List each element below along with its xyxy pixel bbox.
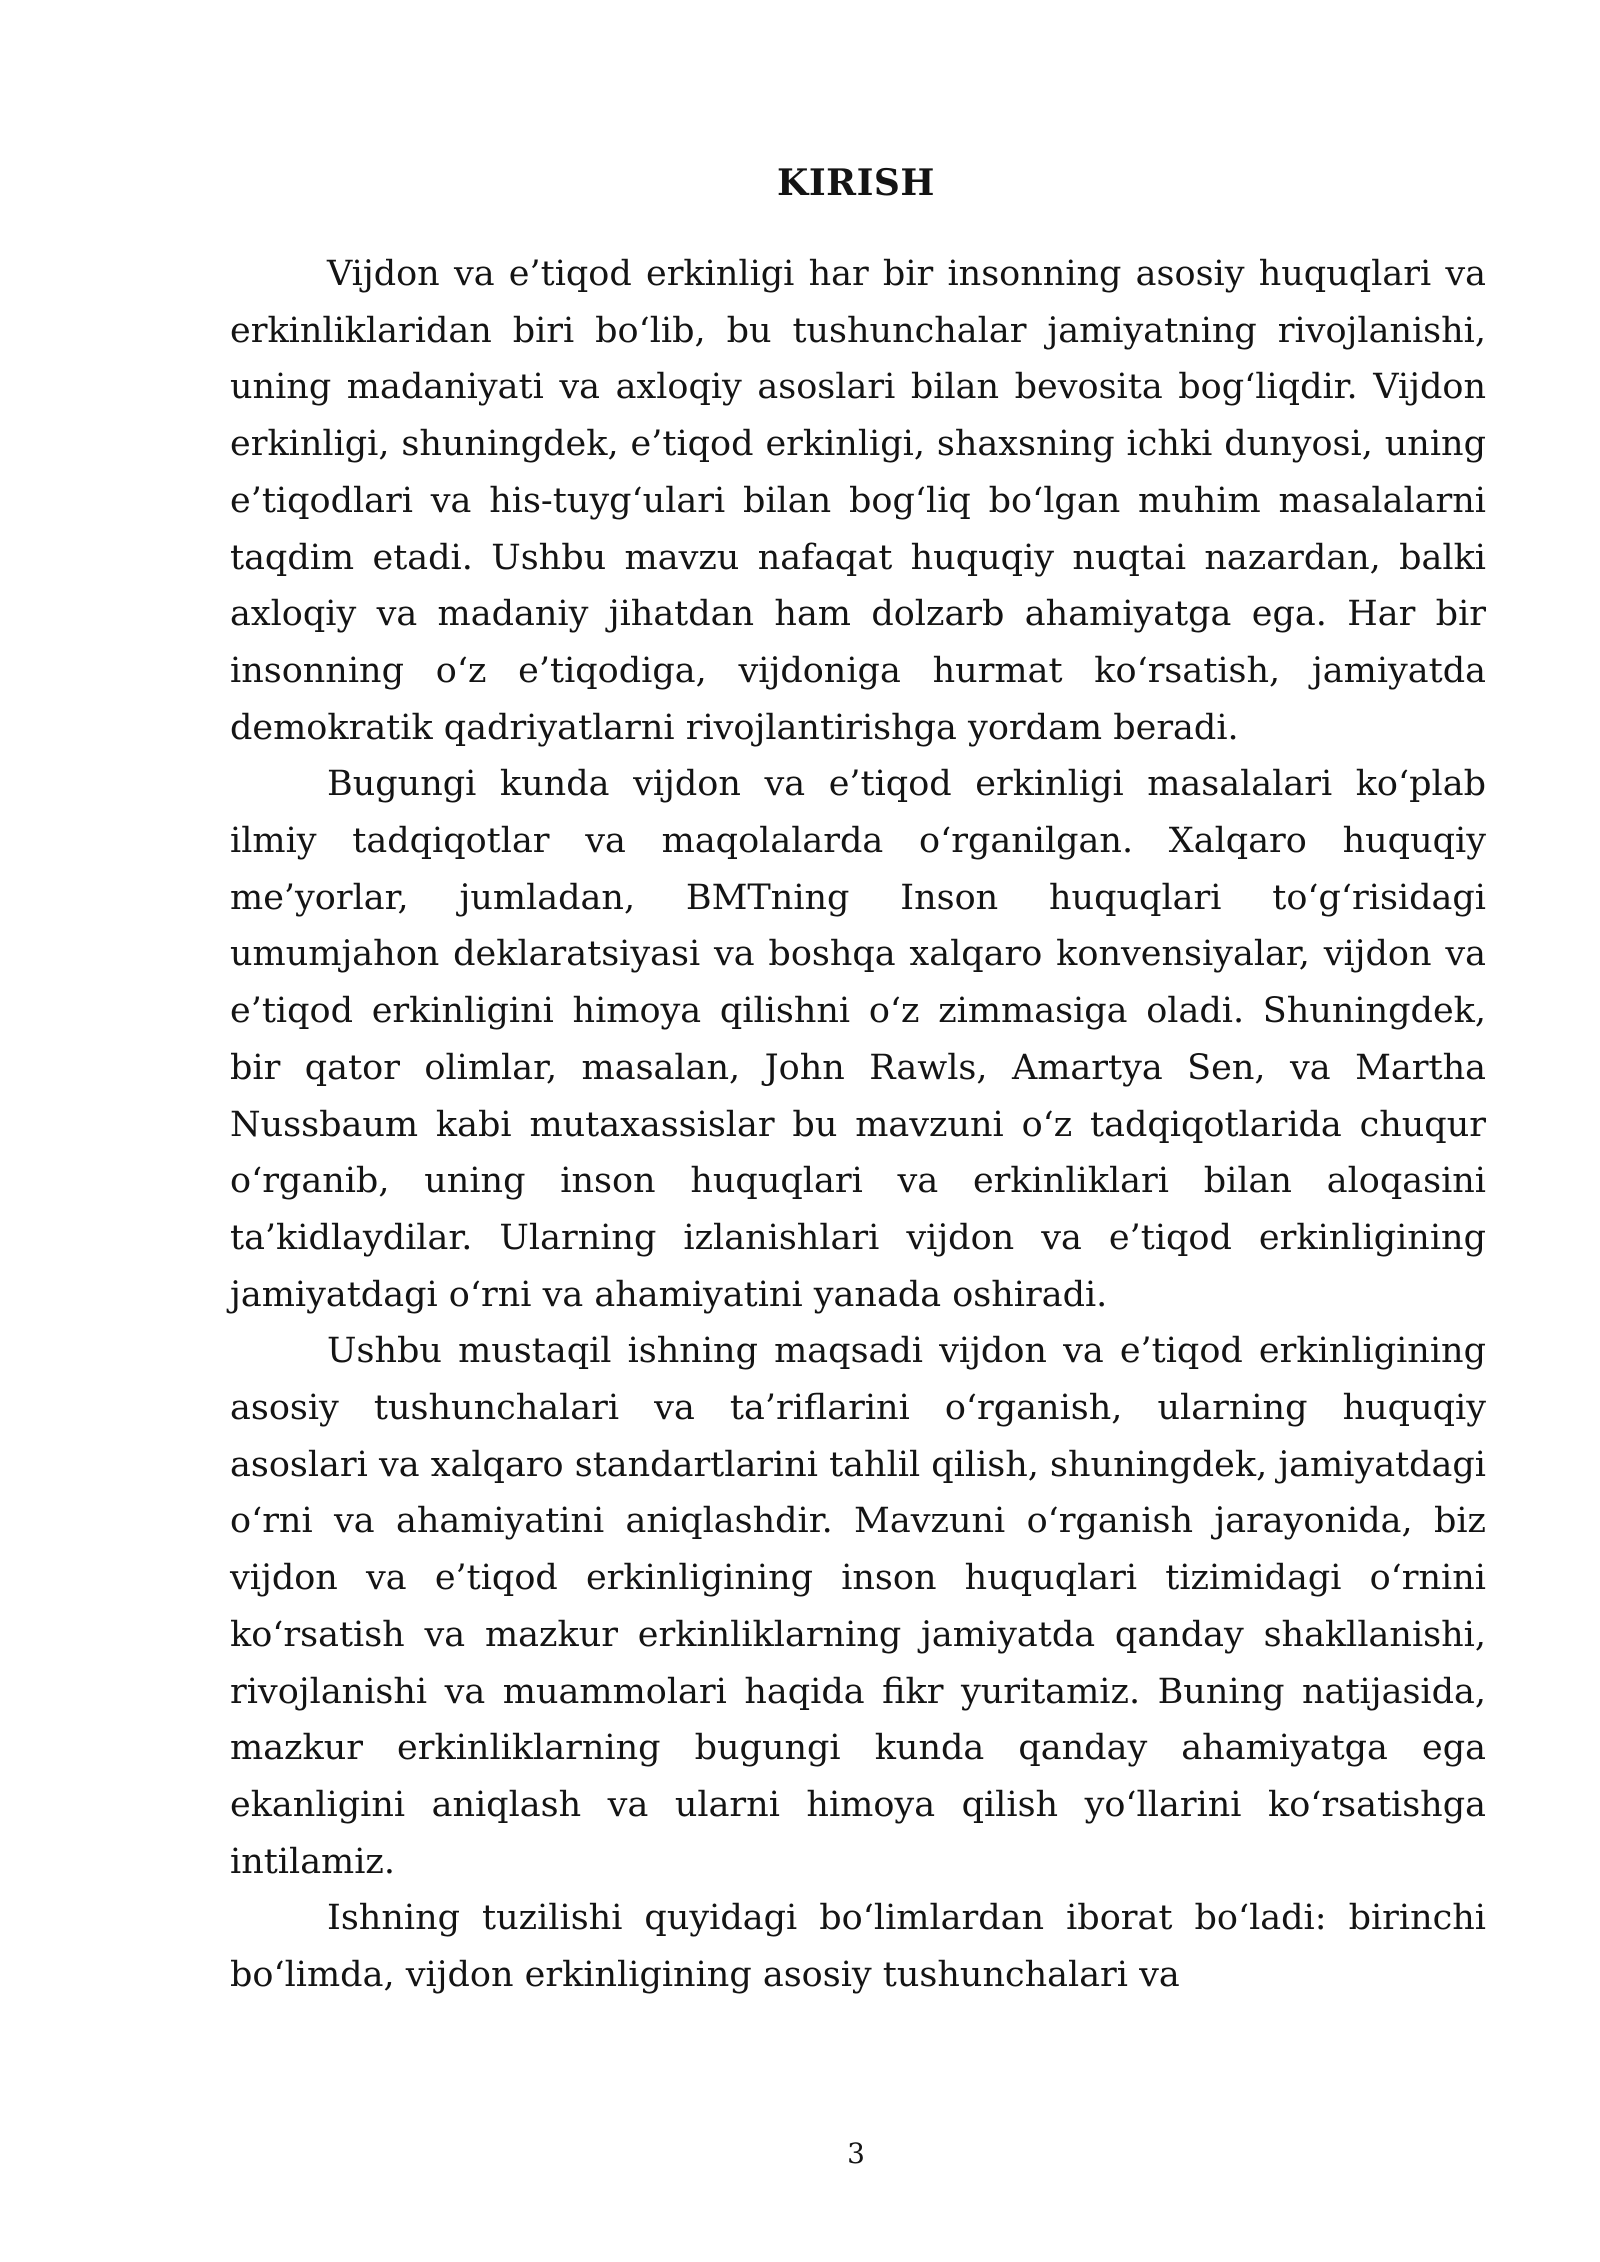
paragraph-1: Vijdon va e’tiqod erkinligi har bir insonning asosiy huquqlari va erkinliklaridan biri boʻlib, bu tushunchalar jamiyatning rivojlanishi, uning madaniyati va axloqiy asoslari bilan bevosita bogʻliqdir. Vijdon erkinligi, shuningdek, e’tiqod erkinligi, shaxsning ichki dunyosi, uning e’tiqodlari va his-tuygʻulari bilan bogʻliq boʻlgan muhim masalalarni taqdim etadi. Ushbu mavzu nafaqat huquqiy nuqtai nazardan, balki axloqiy va madaniy jihatdan ham dolzarb ahamiyatga ega. Har bir insonning oʻz e’tiqodiga, vijdoniga hurmat koʻrsatish, jamiyatda demokratik qadriyatlarni rivojlantirishga yordam beradi. [230,254,1486,748]
paragraph-3: Ushbu mustaqil ishning maqsadi vijdon va e’tiqod erkinligining asosiy tushunchalari va ta’riflarini oʻrganish, ularning huquqiy asoslari va xalqaro standartlarini tahlil qilish, shuningdek, jamiyatdagi oʻrni va ahamiyatini aniqlashdir. Mavzuni oʻrganish jarayonida, biz vijdon va e’tiqod erkinligining inson huquqlari tizimidagi oʻrnini koʻrsatish va mazkur erkinliklarning jamiyatda qanday shakllanishi, rivojlanishi va muammolari haqida fikr yuritamiz. Buning natijasida, mazkur erkinliklarning bugungi kunda qanday ahamiyatga ega ekanligini aniqlash va ularni himoya qilish yoʻllarini koʻrsatishga intilamiz. [230,1331,1486,1882]
paragraph-2: Bugungi kunda vijdon va e’tiqod erkinligi masalalari koʻplab ilmiy tadqiqotlar va maqolalarda oʻrganilgan. Xalqaro huquqiy me’yorlar, jumladan, BMTning Inson huquqlari toʻgʻrisidagi umumjahon deklaratsiyasi va boshqa xalqaro konvensiyalar, vijdon va e’tiqod erkinligini himoya qilishni oʻz zimmasiga oladi. Shuningdek, bir qator olimlar, masalan, John Rawls, Amartya Sen, va Martha Nussbaum kabi mutaxassislar bu mavzuni oʻz tadqiqotlarida chuqur oʻrganib, uning inson huquqlari va erkinliklari bilan aloqasini ta’kidlaydilar. Ularning izlanishlari vijdon va e’tiqod erkinligining jamiyatdagi oʻrni va ahamiyatini yanada oshiradi. [230,764,1486,1315]
section-heading: KIRISH [777,162,935,204]
page-number: 3 [847,2137,865,2170]
body-text [230,246,1486,2004]
paragraph-4: Ishning tuzilishi quyidagi boʻlimlardan iborat boʻladi: birinchi boʻlimda, vijdon erkinligining asosiy tushunchalari va [230,1898,1486,1996]
